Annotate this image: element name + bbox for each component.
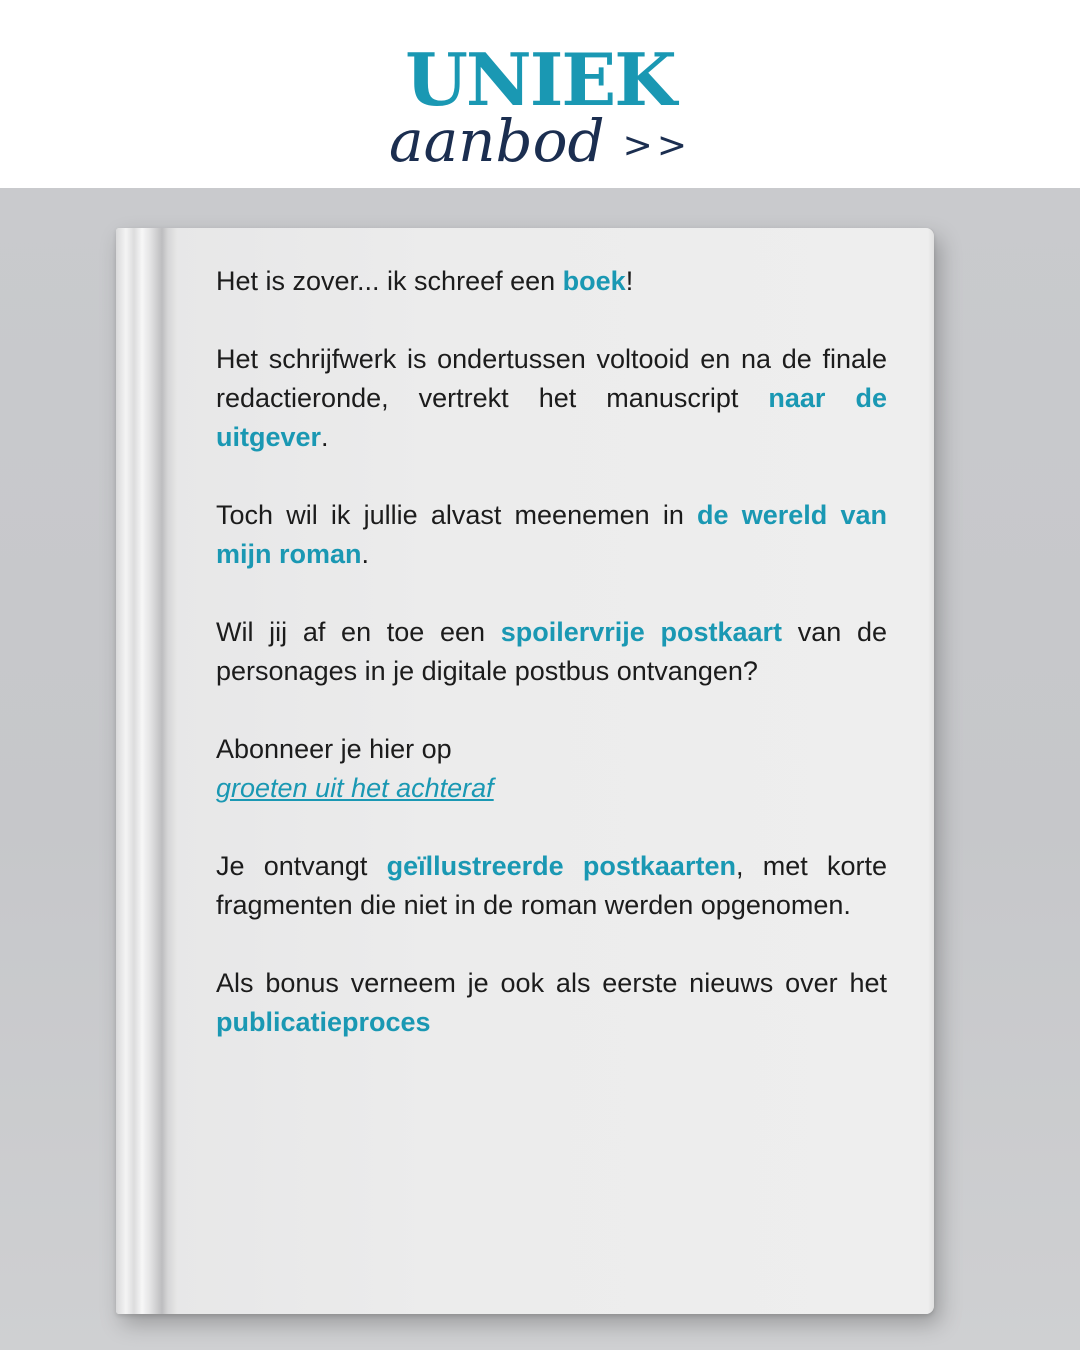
text: Wil jij af en toe een [216, 617, 501, 647]
text: . [321, 422, 329, 452]
highlight-publicatieproces: publicatieproces [216, 1007, 431, 1037]
text: , met korte fragmenten die niet in de roman werden opgenomen. [216, 851, 887, 920]
paragraph-wereld [216, 496, 887, 574]
text: Als bonus verneem je ook als eerste nieuws over het [216, 968, 887, 998]
paragraph-manuscript [216, 340, 887, 457]
text: van de personages in je digitale postbus ontvangen? [216, 617, 887, 686]
text: Toch wil ik jullie alvast meenemen in [216, 500, 698, 530]
paragraph-postkaarten [216, 847, 887, 925]
paragraph-abonneer [216, 730, 887, 808]
double-chevron-right-icon: >> [622, 124, 691, 166]
book-spine [116, 228, 178, 1314]
subscribe-link[interactable]: groeten uit het achteraf [216, 773, 494, 803]
book-edge [928, 228, 934, 1314]
highlight-wereld: de wereld van mijn roman [216, 500, 887, 569]
paragraph-intro [216, 262, 887, 301]
text: . [361, 539, 370, 569]
paragraph-bonus [216, 964, 887, 1042]
page-title: UNIEK [405, 37, 675, 122]
header [0, 0, 1080, 188]
text: ! [625, 266, 634, 296]
highlight-uitgever: naar de uitgever [216, 383, 887, 452]
text: Het schrijfwerk is ondertussen voltooid en na de finale redactieronde, vertrekt het manuscript [216, 344, 887, 413]
text: Abonneer je hier op [216, 734, 452, 764]
text: Je ontvangt [216, 851, 387, 881]
text: Het is zover... ik schreef een [216, 266, 563, 296]
highlight-postkaarten: geïllustreerde postkaarten [386, 851, 736, 881]
book-text [216, 262, 887, 1081]
subtitle: aanbod [388, 107, 605, 175]
highlight-boek: boek [562, 266, 626, 296]
paragraph-postkaart [216, 613, 887, 691]
subtitle-row [0, 108, 1080, 179]
book-cover [116, 228, 934, 1314]
highlight-postkaart: spoilervrije postkaart [500, 617, 783, 647]
